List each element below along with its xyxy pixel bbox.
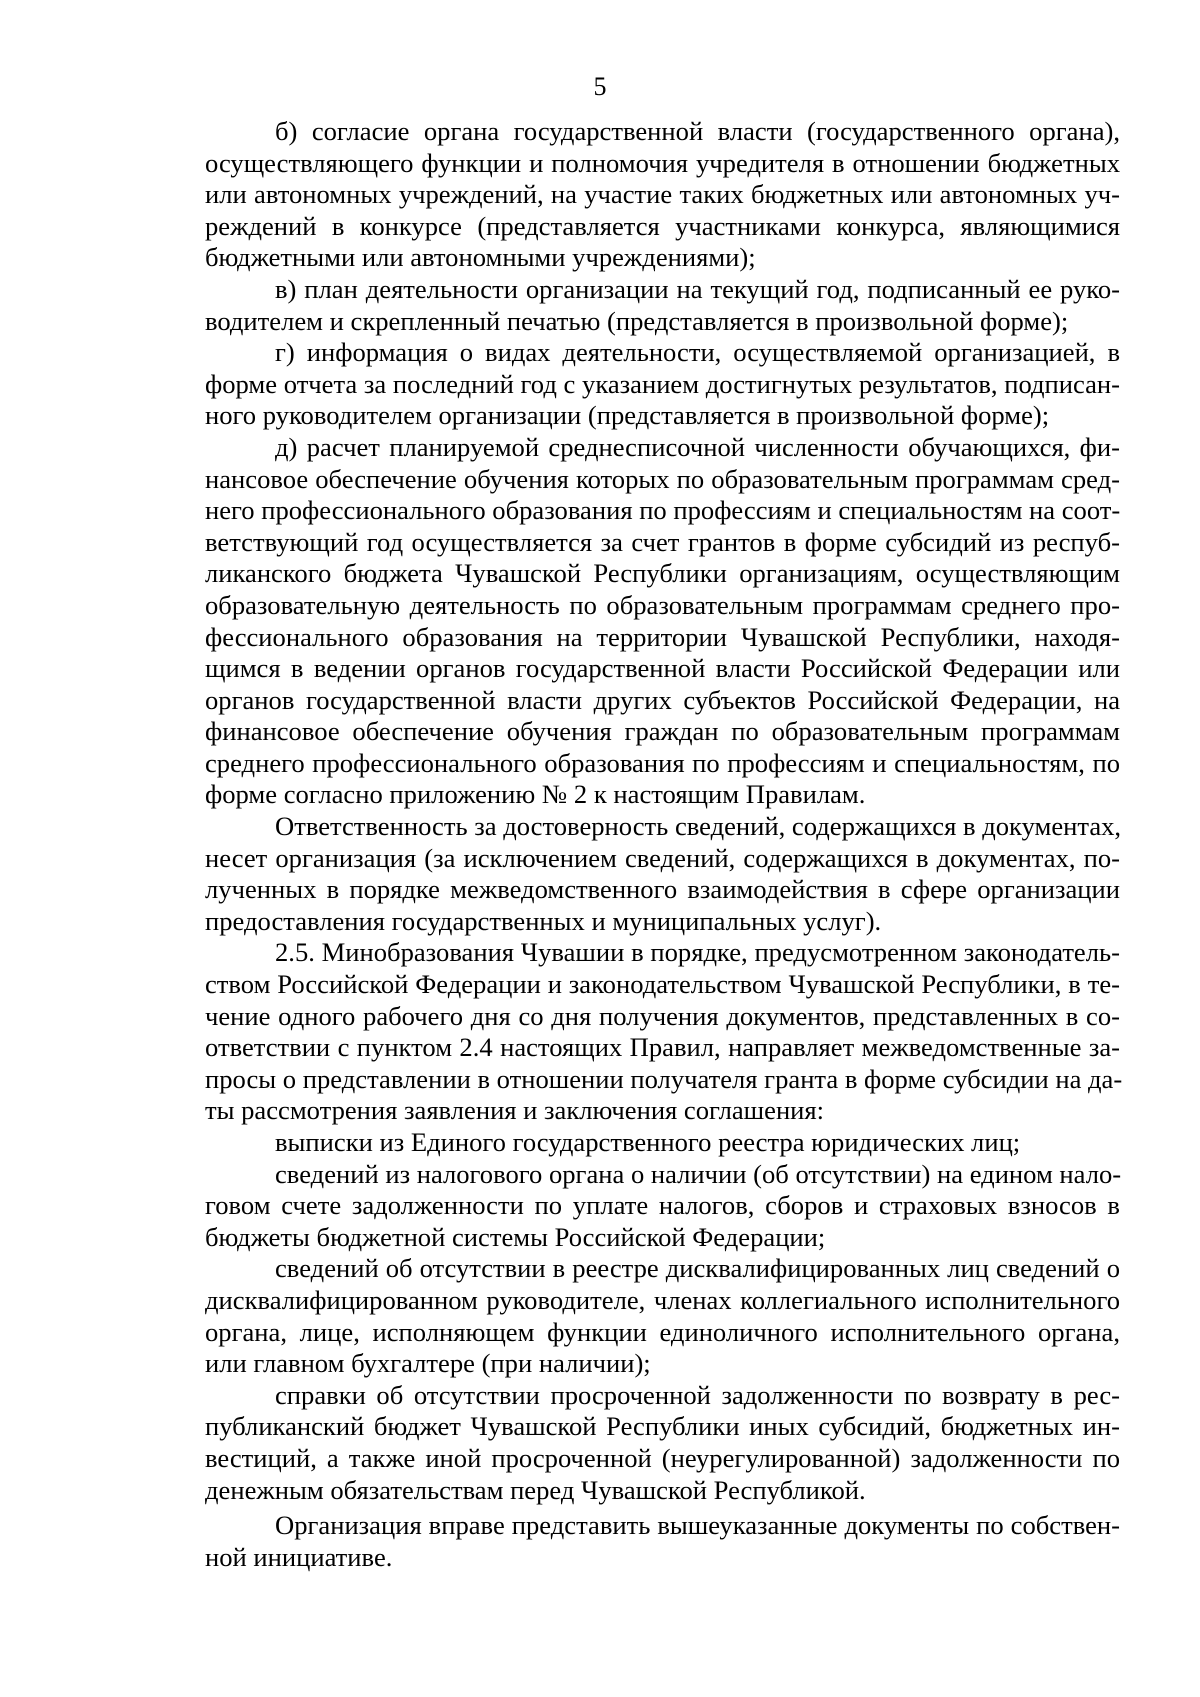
text-line: г) информация о видах деятельности, осуществляемой организацией, в	[275, 337, 1120, 368]
paragraph	[205, 274, 1120, 337]
document-body	[205, 116, 1123, 1573]
text-line: просы о представлении в отношении получателя гранта в форме субсидии на да-	[205, 1063, 1123, 1094]
paragraph	[205, 1127, 1120, 1159]
text-line: бюджетными или автономными учреждениями);	[205, 242, 756, 273]
text-line: говом счете задолженности по уплате налогов, сборов и страховых взносов в	[205, 1190, 1120, 1221]
text-line: ты рассмотрения заявления и заключения соглашения:	[205, 1095, 825, 1126]
text-line: него профессионального образования по профессиям и специальностям на соот-	[205, 495, 1121, 526]
text-line: или автономных учреждений, на участие таких бюджетных или автономных уч-	[205, 179, 1120, 210]
paragraph	[205, 937, 1123, 1127]
text-line: выписки из Единого государственного реестра юридических лиц;	[275, 1127, 1021, 1157]
text-line: чение одного рабочего дня со дня получения документов, представленных в со-	[205, 1000, 1120, 1031]
text-line: сведений из налогового органа о наличии (об отсутствии) на едином нало-	[275, 1158, 1122, 1189]
page-number: 5	[593, 72, 607, 101]
paragraph	[205, 116, 1120, 274]
text-line: б) согласие органа государственной власти (государственного органа),	[275, 116, 1120, 146]
text-line: ветствующий год осуществляется за счет грантов в форме субсидий из респуб-	[205, 526, 1120, 557]
text-line: ответствии с пунктом 2.4 настоящих Правил, направляет межведомственные за-	[205, 1032, 1120, 1063]
text-line: органа, лице, исполняющем функции единоличного исполнительного органа,	[205, 1316, 1120, 1347]
paragraph	[205, 337, 1120, 432]
text-line: несет организация (за исключением сведений, содержащихся в документах, по-	[205, 842, 1120, 873]
text-line: Организация вправе представить вышеуказанные документы по собствен-	[275, 1510, 1120, 1541]
text-line: лученных в порядке межведомственного взаимодействия в сфере организации	[205, 874, 1120, 905]
text-line: публиканский бюджет Чувашской Республики иных субсидий, бюджетных ин-	[205, 1411, 1120, 1442]
text-line: ством Российской Федерации и законодательством Чувашской Республики, в те-	[205, 969, 1120, 1000]
paragraph	[205, 1253, 1120, 1379]
text-line: нансовое обеспечение обучения которых по образовательным программам сред-	[205, 463, 1120, 494]
text-line: фессионального образования на территории Чувашской Республики, находя-	[205, 621, 1120, 652]
text-line: в) план деятельности организации на текущий год, подписанный ее руко-	[275, 273, 1120, 304]
text-line: ной инициативе.	[205, 1541, 393, 1572]
text-line: ного руководителем организации (представляется в произвольной форме);	[205, 400, 1050, 431]
text-line: форме отчета за последний год с указанием достигнутых результатов, подписан-	[205, 368, 1120, 399]
text-line: денежным обязательствам перед Чувашской Республикой.	[205, 1474, 866, 1505]
paragraph	[205, 1380, 1120, 1506]
paragraph	[205, 1159, 1120, 1254]
text-line: водителем и скрепленный печатью (представляется в произвольной форме);	[205, 305, 1069, 336]
text-line: или главном бухгалтере (при наличии);	[205, 1348, 651, 1379]
text-line: 2.5. Минобразования Чувашии в порядке, предусмотренном законодатель-	[275, 937, 1120, 968]
text-line: справки об отсутствии просроченной задолженности по возврату в рес-	[275, 1379, 1120, 1410]
text-line: д) расчет планируемой среднесписочной численности обучающихся, фи-	[275, 431, 1120, 462]
text-line: среднего профессионального образования по профессиям и специальностям, по	[205, 747, 1120, 778]
paragraph	[205, 811, 1120, 937]
text-line: финансовое обеспечение обучения граждан по образовательным программам	[205, 716, 1120, 747]
text-line: Ответственность за достоверность сведений, содержащихся в документах,	[275, 811, 1122, 842]
paragraph	[205, 1510, 1120, 1573]
text-line: сведений об отсутствии в реестре дисквалифицированных лиц сведений о	[275, 1253, 1120, 1284]
text-line: предоставления государственных и муниципальных услуг).	[205, 905, 882, 936]
paragraph	[205, 432, 1120, 811]
text-line: реждений в конкурсе (представляется участниками конкурса, являющимися	[205, 210, 1120, 241]
text-line: вестиций, а также иной просроченной (неурегулированной) задолженности по	[205, 1442, 1120, 1473]
text-line: органов государственной власти других субъектов Российской Федерации, на	[205, 684, 1120, 715]
text-line: осуществляющего функции и полномочия учредителя в отношении бюджетных	[205, 147, 1120, 178]
text-line: дисквалифицированном руководителе, членах коллегиального исполнительного	[205, 1284, 1120, 1315]
text-line: форме согласно приложению № 2 к настоящим Правилам.	[205, 779, 866, 810]
text-line: щимся в ведении органов государственной власти Российской Федерации или	[205, 653, 1120, 684]
text-line: образовательную деятельность по образовательным программам среднего про-	[205, 589, 1120, 620]
text-line: бюджеты бюджетной системы Российской Федерации;	[205, 1221, 826, 1252]
text-line: ликанского бюджета Чувашской Республики организациям, осуществляющим	[205, 558, 1120, 589]
